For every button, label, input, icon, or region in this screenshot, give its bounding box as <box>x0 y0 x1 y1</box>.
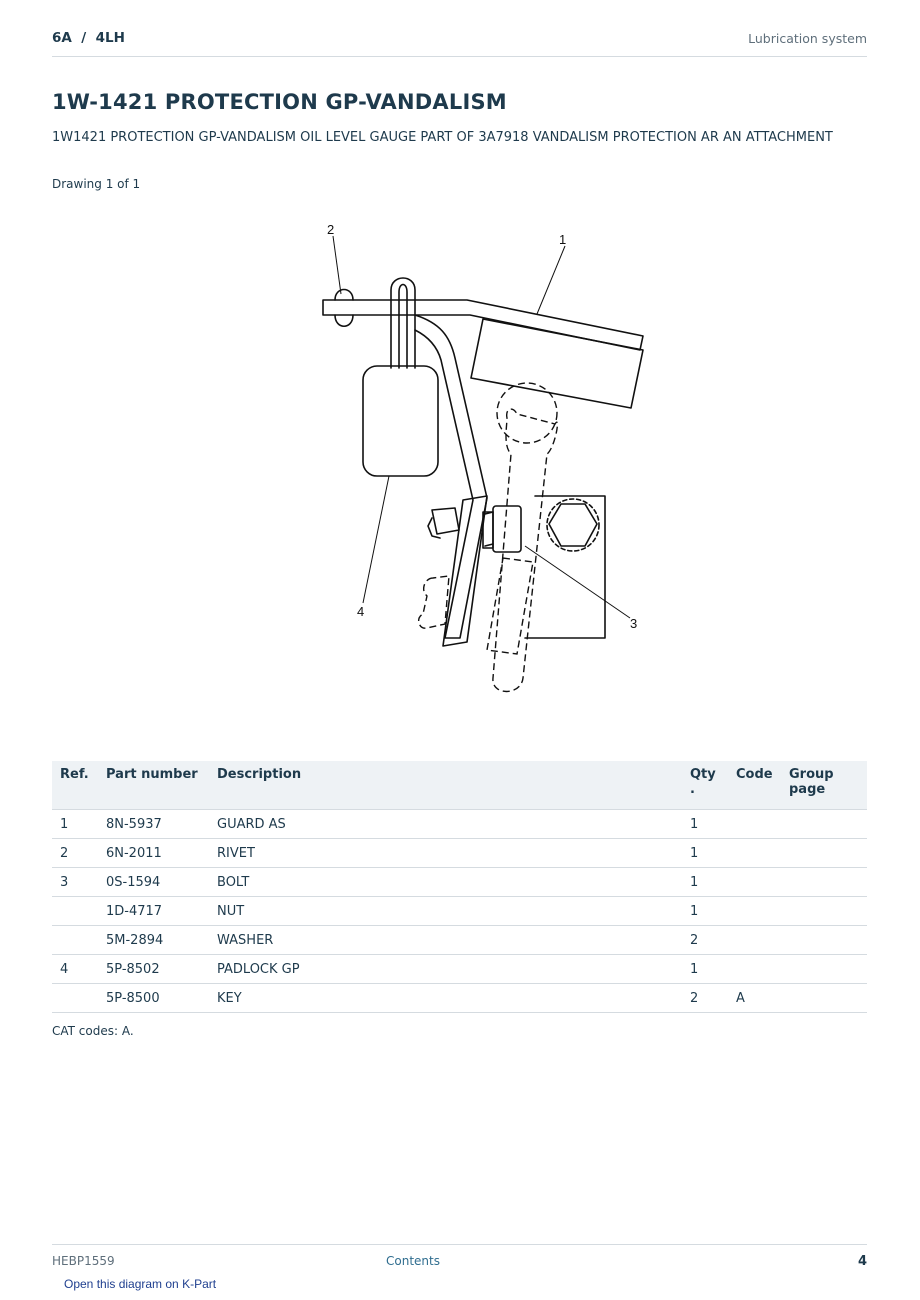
cell-code <box>728 810 781 839</box>
header-group-page: Group page <box>781 761 867 810</box>
cell-qty: 1 <box>682 897 728 926</box>
header-part-number: Part number <box>98 761 209 810</box>
page-footer <box>52 1244 867 1275</box>
diagram-drawing <box>255 218 665 718</box>
document-id: HEBP1559 <box>52 1254 115 1268</box>
cell-part-number: 5P-8502 <box>98 955 209 984</box>
cell-description: PADLOCK GP <box>209 955 682 984</box>
cell-part-number: 5P-8500 <box>98 984 209 1013</box>
section-name: Lubrication system <box>748 31 867 46</box>
cell-ref: 3 <box>52 868 98 897</box>
header-ref: Ref. <box>52 761 98 810</box>
table-header-row <box>52 761 867 810</box>
table-row <box>52 810 867 839</box>
cell-part-number: 0S-1594 <box>98 868 209 897</box>
table-row <box>52 926 867 955</box>
page-title: 1W-1421 PROTECTION GP-VANDALISM <box>52 90 507 114</box>
cell-qty: 2 <box>682 984 728 1013</box>
header-description: Description <box>209 761 682 810</box>
callout-2: 2 <box>327 222 335 237</box>
cell-ref <box>52 897 98 926</box>
cell-description: RIVET <box>209 839 682 868</box>
cell-qty: 2 <box>682 926 728 955</box>
cell-ref: 2 <box>52 839 98 868</box>
cell-group-page <box>781 955 867 984</box>
table-row <box>52 897 867 926</box>
cell-qty: 1 <box>682 955 728 984</box>
kpart-link[interactable]: Open this diagram on K-Part <box>64 1277 217 1291</box>
cell-ref <box>52 984 98 1013</box>
cell-description: WASHER <box>209 926 682 955</box>
cell-code <box>728 926 781 955</box>
cell-code: A <box>728 984 781 1013</box>
cell-code <box>728 897 781 926</box>
table-row <box>52 984 867 1013</box>
table-row <box>52 868 867 897</box>
table-row <box>52 839 867 868</box>
parts-diagram <box>255 218 665 718</box>
cell-group-page <box>781 926 867 955</box>
cell-description: KEY <box>209 984 682 1013</box>
drawing-label: Drawing 1 of 1 <box>52 177 141 191</box>
table-row <box>52 955 867 984</box>
cell-ref: 4 <box>52 955 98 984</box>
cell-group-page <box>781 897 867 926</box>
cell-group-page <box>781 839 867 868</box>
callout-4: 4 <box>357 604 365 619</box>
cell-ref <box>52 926 98 955</box>
cell-group-page <box>781 810 867 839</box>
cell-description: NUT <box>209 897 682 926</box>
cat-codes-note: CAT codes: A. <box>52 1024 134 1038</box>
cell-qty: 1 <box>682 868 728 897</box>
cell-group-page <box>781 868 867 897</box>
callout-3: 3 <box>630 616 638 631</box>
cell-qty: 1 <box>682 810 728 839</box>
page-number: 4 <box>857 1254 867 1269</box>
cell-code <box>728 868 781 897</box>
cell-code <box>728 955 781 984</box>
cell-part-number: 5M-2894 <box>98 926 209 955</box>
page-header <box>52 28 867 57</box>
page-subtitle: 1W1421 PROTECTION GP-VANDALISM OIL LEVEL GAUGE PART OF 3A7918 VANDALISM PROTECTION AR AN ATTACHMENT <box>52 130 833 145</box>
parts-table <box>52 761 867 1013</box>
cell-part-number: 8N-5937 <box>98 810 209 839</box>
contents-link[interactable]: Contents <box>386 1254 440 1268</box>
cell-ref: 1 <box>52 810 98 839</box>
cell-part-number: 6N-2011 <box>98 839 209 868</box>
cell-part-number: 1D-4717 <box>98 897 209 926</box>
header-code: Code <box>728 761 781 810</box>
cell-group-page <box>781 984 867 1013</box>
header-qty: Qty . <box>682 761 728 810</box>
cell-qty: 1 <box>682 839 728 868</box>
callout-1: 1 <box>559 232 567 247</box>
cell-description: BOLT <box>209 868 682 897</box>
breadcrumb: 6A / 4LH <box>52 30 125 46</box>
cell-code <box>728 839 781 868</box>
cell-description: GUARD AS <box>209 810 682 839</box>
